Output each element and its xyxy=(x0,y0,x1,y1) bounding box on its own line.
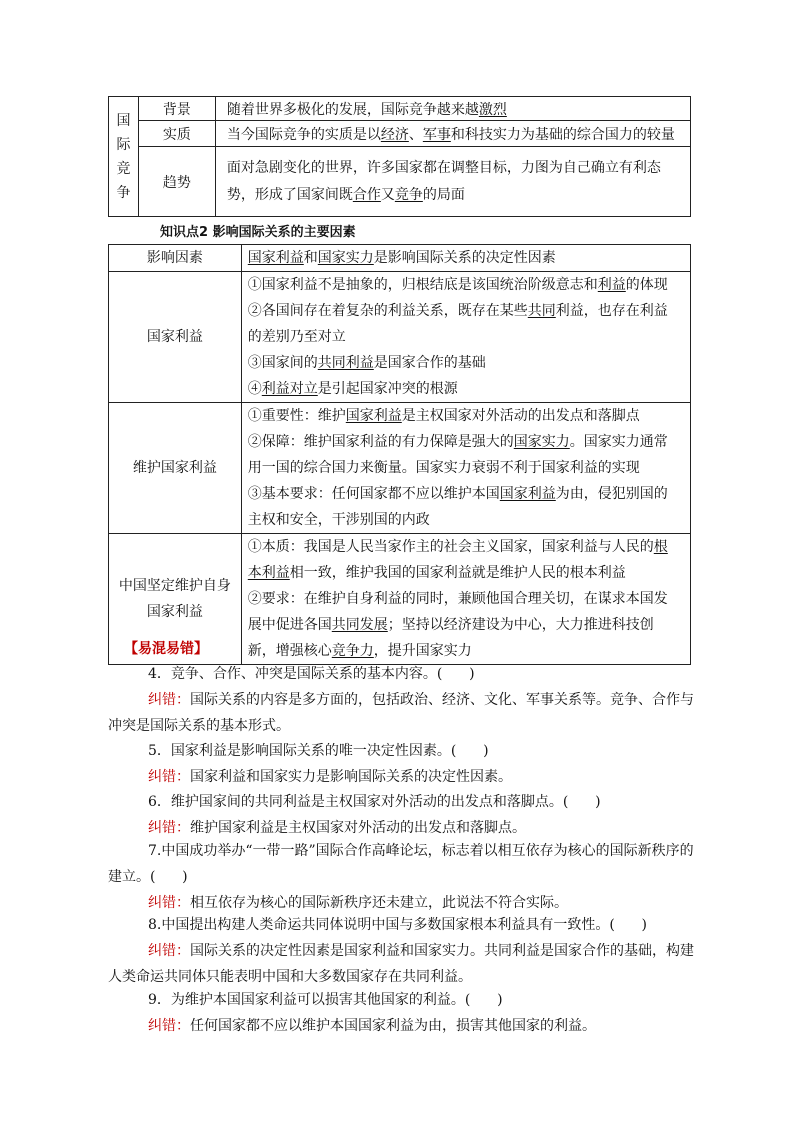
text-segment: 面对急剧变化的世界，许多国家都在调整目标，力图为自己确立有利态 xyxy=(226,159,661,176)
text-segment: ④ xyxy=(247,381,262,397)
underlined-key-term: 竞争 xyxy=(394,186,423,203)
row-content-national-interest xyxy=(241,272,690,403)
text-segment: ②保障：维护国家利益的有力保障是强大的 xyxy=(247,434,514,450)
text-segment: ②要求：在维护自身利益的同时，兼顾他国合理关切，在谋求本国发 xyxy=(247,591,668,607)
text-segment: 和科技实力为基础的综合国力的较量 xyxy=(450,126,675,143)
text-segment: 的体现 xyxy=(625,277,668,293)
group-label-cell xyxy=(109,97,139,217)
underlined-key-term: 激烈 xyxy=(478,101,507,118)
text-segment: 利益，也存在利益 xyxy=(555,303,668,319)
correction-text: 国家利益和国家实力是影响国际关系的决定性因素。 xyxy=(190,769,512,785)
row-label-safeguard-interest: 维护国家利益 xyxy=(109,403,242,534)
underlined-key-term: 经济 xyxy=(380,126,409,143)
text-segment: 相一致，维护我国的国家利益就是维护人民的根本利益 xyxy=(289,565,626,581)
text-segment: ③基本要求：任何国家都不应以维护本国 xyxy=(247,486,500,502)
text-segment: 的差别乃至对立 xyxy=(247,329,346,345)
text-segment: 是影响国际关系的决定性因素 xyxy=(373,250,556,266)
text-segment: ①国家利益不是抽象的，归根结底是该国统治阶级意志和 xyxy=(247,277,598,293)
underlined-key-term: 利益 xyxy=(597,277,626,293)
correction-label: 纠错： xyxy=(148,692,190,708)
correction-label: 纠错： xyxy=(148,820,190,836)
list-item xyxy=(108,738,700,790)
underlined-key-term: 根 xyxy=(653,539,668,555)
influencing-factors-table xyxy=(108,244,691,665)
group-label-char: 争 xyxy=(116,184,131,201)
list-item xyxy=(108,661,700,739)
underlined-key-term: 国家实力 xyxy=(317,250,374,266)
row-label-background: 背景 xyxy=(138,97,215,121)
row-label-national-interest: 国家利益 xyxy=(109,272,242,403)
row-content-essence xyxy=(215,121,690,147)
question-text: 6．维护国家间的共同利益是主权国家对外活动的出发点和落脚点。( ) xyxy=(148,794,601,810)
underlined-key-term: 共同 xyxy=(527,303,556,319)
row-content-trend xyxy=(215,147,690,217)
text-segment: 是国家合作的基础 xyxy=(373,355,486,371)
underlined-key-term: 国家利益 xyxy=(247,250,304,266)
question-text: 9．为维护本国国家利益可以损害其他国家的利益。( ) xyxy=(148,992,503,1008)
text-segment: 是主权国家对外活动的出发点和落脚点 xyxy=(401,408,640,424)
underlined-key-term: 本利益 xyxy=(247,565,290,581)
row-content-background xyxy=(215,97,690,121)
text-segment: 和 xyxy=(303,250,318,266)
text-segment: 。国家实力通常 xyxy=(569,434,668,450)
row-label-china-interest: 中国坚定维护自身国家利益 xyxy=(109,534,242,665)
text-segment: 随着世界多极化的发展，国际竞争越来越 xyxy=(226,101,479,118)
row-content-safeguard-interest xyxy=(241,403,690,534)
correction-text: 国际关系的决定性因素是国家利益和国家实力。共同利益是国家合作的基础，构建人类命运共同体只能表明中国和大多数国家存在共同利益。 xyxy=(108,943,694,985)
correction-text: 任何国家都不应以维护本国国家利益为由，损害其他国家的利益。 xyxy=(190,1018,596,1034)
list-item xyxy=(108,789,700,841)
text-segment: 又 xyxy=(380,186,395,203)
list-item xyxy=(108,987,700,1039)
text-segment: 的局面 xyxy=(422,186,465,203)
text-segment: ③国家间的 xyxy=(247,355,318,371)
mistakes-section-title: 【易混易错】 xyxy=(124,641,208,657)
text-segment: 新，增强核心 xyxy=(247,643,332,659)
underlined-key-term: 国家利益 xyxy=(499,486,556,502)
text-segment: 为由，侵犯别国的 xyxy=(555,486,668,502)
list-item xyxy=(108,912,700,990)
correction-text: 维护国家利益是主权国家对外活动的出发点和落脚点。 xyxy=(190,820,526,836)
question-text: 5．国家利益是影响国际关系的唯一决定性因素。( ) xyxy=(148,743,489,759)
section-title-knowledge-point-2: 知识点2 影响国际关系的主要因素 xyxy=(160,225,356,240)
row-content-factors xyxy=(241,245,690,272)
correction-label: 纠错： xyxy=(148,1018,190,1034)
correction-label: 纠错： xyxy=(148,895,190,911)
list-item xyxy=(108,838,700,916)
row-content-china-interest xyxy=(241,534,690,665)
correction-text: 国际关系的内容是多方面的，包括政治、经济、文化、军事关系等。竞争、合作与冲突是国际关系的基本形式。 xyxy=(108,692,694,734)
text-segment: 势，形成了国家间既 xyxy=(226,186,353,203)
underlined-key-term: 国家利益 xyxy=(345,408,402,424)
text-segment: 展中促进各国 xyxy=(247,617,332,633)
correction-label: 纠错： xyxy=(148,769,190,785)
group-label-char: 竞 xyxy=(116,160,131,177)
correction-label: 纠错： xyxy=(148,943,190,959)
text-segment: 是引起国家冲突的根源 xyxy=(317,381,458,397)
row-label-trend: 趋势 xyxy=(138,147,215,217)
international-competition-table xyxy=(108,96,691,217)
group-label-char: 国 xyxy=(116,112,131,129)
text-segment: 用一国的综合国力来衡量。国家实力衰弱不利于国家利益的实现 xyxy=(247,460,640,476)
question-text: 7.中国成功举办“一带一路”国际合作高峰论坛，标志着以相互依存为核心的国际新秩序的建立。( ) xyxy=(108,843,694,885)
text-segment: ①本质：我国是人民当家作主的社会主义国家，国家利益与人民的 xyxy=(247,539,654,555)
text-segment: 当今国际竞争的实质是以 xyxy=(226,126,381,143)
text-segment: ，提升国家实力 xyxy=(373,643,472,659)
underlined-key-term: 合作 xyxy=(352,186,381,203)
underlined-key-term: 军事 xyxy=(422,126,451,143)
underlined-key-term: 利益对立 xyxy=(261,381,318,397)
text-segment: ①重要性：维护 xyxy=(247,408,346,424)
text-segment: 主权和安全，干涉别国的内政 xyxy=(247,512,430,528)
underlined-key-term: 共同利益 xyxy=(317,355,374,371)
text-segment: ；坚持以经济建设为中心，大力推进科技创 xyxy=(387,617,654,633)
row-label-essence: 实质 xyxy=(138,121,215,147)
underlined-key-term: 竞争力 xyxy=(331,643,374,659)
group-label-char: 际 xyxy=(116,136,131,153)
underlined-key-term: 共同发展 xyxy=(331,617,388,633)
underlined-key-term: 国家实力 xyxy=(513,434,570,450)
text-segment: ②各国间存在着复杂的利益关系，既存在某些 xyxy=(247,303,528,319)
text-segment: 、 xyxy=(408,126,423,143)
question-text: 4．竞争、合作、冲突是国际关系的基本内容。( ) xyxy=(148,666,475,682)
correction-text: 相互依存为核心的国际新秩序还未建立，此说法不符合实际。 xyxy=(190,895,568,911)
question-text: 8.中国提出构建人类命运共同体说明中国与多数国家根本利益具有一致性。( ) xyxy=(148,917,647,933)
row-label-factors: 影响因素 xyxy=(109,245,242,272)
